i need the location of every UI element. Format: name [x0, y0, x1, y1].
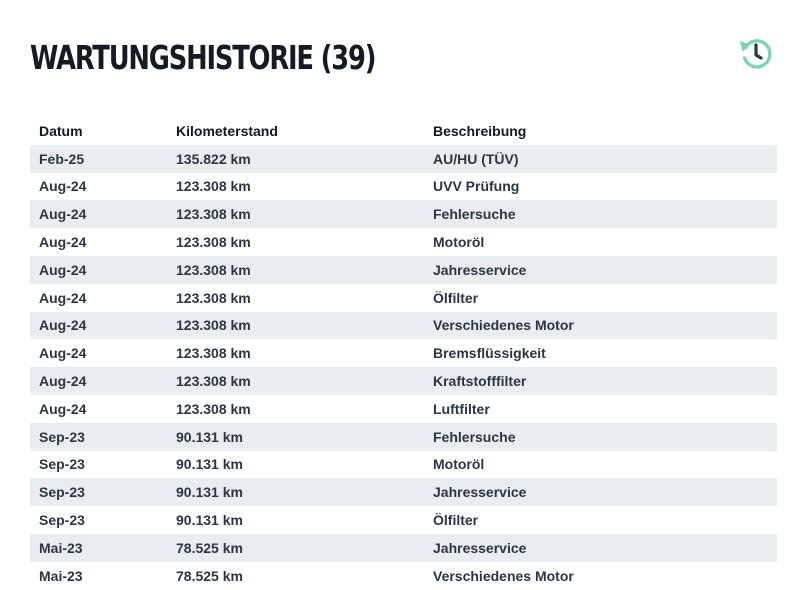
column-header-mileage: Kilometerstand [176, 122, 278, 139]
cell-mileage: 135.822 km [167, 145, 424, 173]
cell-mileage: 90.131 km [167, 423, 424, 451]
table-row [30, 173, 777, 201]
cell-date: Aug-24 [30, 200, 167, 228]
table-row [30, 284, 777, 312]
cell-date: Aug-24 [30, 312, 167, 340]
cell-date: Mai-23 [39, 567, 83, 584]
cell-date: Aug-24 [30, 367, 167, 395]
cell-description: UVV Prüfung [433, 178, 520, 195]
cell-date: Sep-23 [39, 512, 85, 529]
table-row [30, 423, 777, 451]
cell-date: Aug-24 [39, 178, 87, 195]
table-row [30, 395, 777, 423]
cell-mileage: 90.131 km [167, 478, 424, 506]
cell-date: Aug-24 [39, 400, 87, 417]
cell-description: Bremsflüssigkeit [433, 345, 546, 362]
cell-date: Aug-24 [30, 256, 167, 284]
table-row [30, 312, 777, 340]
cell-date: Sep-23 [30, 423, 167, 451]
page-title: WARTUNGSHISTORIE (39) [30, 38, 376, 77]
cell-mileage: 123.308 km [167, 256, 424, 284]
table-header-row [30, 117, 777, 145]
cell-date: Aug-24 [39, 289, 87, 306]
maintenance-history-table [30, 117, 777, 590]
cell-description: Jahresservice [424, 256, 777, 284]
table-row [30, 339, 777, 367]
cell-description: Motoröl [433, 234, 485, 251]
cell-mileage: 123.308 km [176, 400, 251, 417]
cell-mileage: 123.308 km [176, 345, 251, 362]
table-row [30, 145, 777, 173]
cell-description: Motoröl [433, 456, 485, 473]
table-row [30, 562, 777, 590]
cell-description: Jahresservice [424, 534, 777, 562]
cell-mileage: 78.525 km [176, 567, 243, 584]
cell-description: Ölfilter [433, 289, 479, 306]
table-row [30, 478, 777, 506]
cell-date: Feb-25 [30, 145, 167, 173]
cell-mileage: 123.308 km [176, 178, 251, 195]
table-row [30, 200, 777, 228]
page-header [30, 36, 777, 86]
cell-mileage: 123.308 km [167, 312, 424, 340]
cell-description: Kraftstofffilter [424, 367, 777, 395]
cell-mileage: 90.131 km [176, 512, 243, 529]
table-row [30, 228, 777, 256]
cell-description: Luftfilter [433, 400, 490, 417]
cell-date: Sep-23 [39, 456, 85, 473]
cell-date: Aug-24 [39, 234, 87, 251]
cell-date: Aug-24 [39, 345, 87, 362]
cell-mileage: 123.308 km [167, 367, 424, 395]
cell-mileage: 123.308 km [176, 234, 251, 251]
cell-description: Jahresservice [424, 478, 777, 506]
cell-date: Mai-23 [30, 534, 167, 562]
table-row [30, 256, 777, 284]
history-icon [737, 34, 777, 74]
cell-description: Fehlersuche [424, 423, 777, 451]
cell-description: Ölfilter [433, 512, 479, 529]
column-header-description: Beschreibung [433, 122, 527, 139]
table-row [30, 506, 777, 534]
cell-description: Fehlersuche [424, 200, 777, 228]
cell-description: Verschiedenes Motor [424, 312, 777, 340]
table-row [30, 534, 777, 562]
cell-description: AU/HU (TÜV) [424, 145, 777, 173]
column-header-date: Datum [39, 122, 83, 139]
cell-mileage: 123.308 km [167, 200, 424, 228]
history-button[interactable] [737, 34, 777, 74]
cell-mileage: 90.131 km [176, 456, 243, 473]
table-row [30, 451, 777, 479]
cell-mileage: 78.525 km [167, 534, 424, 562]
cell-mileage: 123.308 km [176, 289, 251, 306]
cell-date: Sep-23 [30, 478, 167, 506]
cell-description: Verschiedenes Motor [433, 567, 574, 584]
table-row [30, 367, 777, 395]
